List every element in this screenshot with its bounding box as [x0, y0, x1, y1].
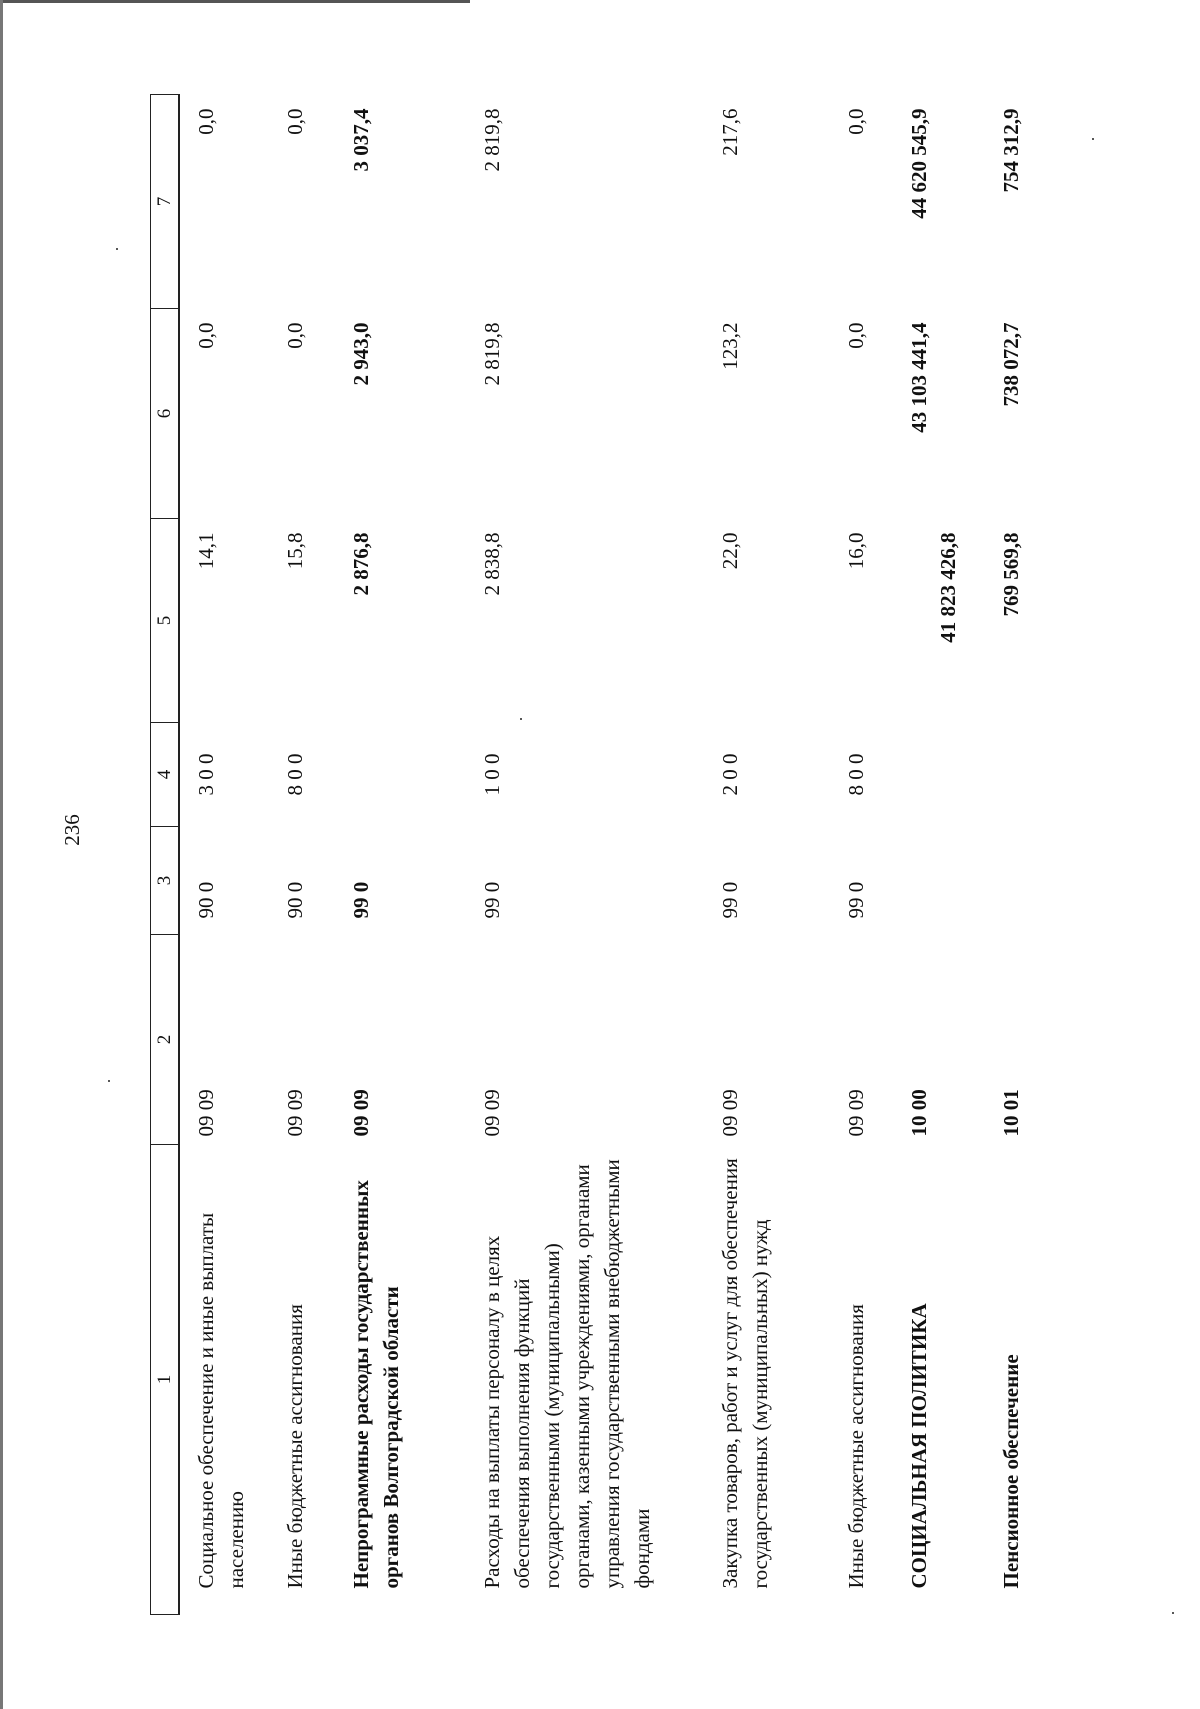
- amount-col7: 2 819,8: [480, 108, 504, 172]
- amount-col6: 0,0: [194, 322, 218, 349]
- scan-speck: [108, 1080, 110, 1082]
- amount-col7: 44 620 545,9: [907, 108, 931, 219]
- program-code: 99 0: [480, 881, 504, 919]
- expense-type-code: [335, 723, 466, 827]
- table-header-row: [151, 95, 180, 1615]
- amount-col7: 0,0: [194, 108, 218, 135]
- program-code: [985, 827, 1056, 935]
- amount-col5: 14,1: [194, 532, 218, 570]
- amount-col6: 0,0: [283, 322, 307, 349]
- amount-col6: 123,2: [718, 322, 742, 370]
- row-name: Закупка товаров, работ и услуг для обеспечения государственных (муниципальных) нужд: [718, 1158, 772, 1589]
- amount-col5: 2 876,8: [349, 532, 373, 596]
- section-code: 09 09: [349, 1089, 373, 1137]
- program-code: 99 0: [718, 881, 742, 919]
- row-name: Социальное обеспечение и иные выплаты населению: [194, 1212, 248, 1589]
- scan-edge-left: [0, 0, 3, 1709]
- amount-col7: 754 312,9: [999, 108, 1023, 193]
- section-code: 10 00: [907, 1089, 931, 1137]
- expense-type-code: [985, 723, 1056, 827]
- amount-col7: 217,6: [718, 108, 742, 156]
- amount-col5: 22,0: [718, 532, 742, 570]
- expense-type-code: [893, 723, 985, 827]
- amount-col5: 16,0: [844, 532, 868, 570]
- table-row: [466, 95, 704, 1615]
- expense-type-code: 2 0 0: [718, 753, 742, 796]
- scan-edge-top: [0, 0, 470, 3]
- program-code: [893, 827, 985, 935]
- program-code: 99 0: [349, 881, 373, 919]
- table-row: [335, 95, 466, 1615]
- row-name: Иные бюджетные ассигнования: [844, 1304, 868, 1589]
- expense-type-code: 3 0 0: [194, 753, 218, 796]
- table-row: [704, 95, 830, 1615]
- section-code: 09 09: [480, 1089, 504, 1137]
- header-cell-6: 6: [151, 309, 180, 519]
- header-cell-3: 3: [151, 827, 180, 935]
- row-name: СОЦИАЛЬНАЯ ПОЛИТИКА: [907, 1303, 931, 1589]
- row-name: Непрограммные расходы государственных органов Волгоградской области: [349, 1180, 403, 1589]
- amount-col7: 0,0: [844, 108, 868, 135]
- table-row: [893, 95, 985, 1615]
- header-cell-4: 4: [151, 723, 180, 827]
- amount-col7: 0,0: [283, 108, 307, 135]
- amount-col7: 3 037,4: [349, 108, 373, 172]
- header-cell-5: 5: [151, 519, 180, 723]
- amount-col6: 2 819,8: [480, 322, 504, 386]
- table-row: [269, 95, 335, 1615]
- section-code: 10 01: [999, 1089, 1023, 1137]
- header-cell-1: 1: [151, 1145, 180, 1615]
- amount-col6: 738 072,7: [999, 322, 1023, 407]
- section-code: 09 09: [194, 1089, 218, 1137]
- row-name: Пенсионное обеспечение: [999, 1354, 1023, 1589]
- amount-col5: 15,8: [283, 532, 307, 570]
- rotated-table-region: [60, 95, 1050, 1615]
- section-code: 09 09: [844, 1089, 868, 1137]
- amount-col6: 0,0: [844, 322, 868, 349]
- expense-type-code: 8 0 0: [844, 753, 868, 796]
- table-row: [179, 95, 269, 1615]
- amount-col5: 769 569,8: [999, 532, 1023, 617]
- program-code: 99 0: [844, 881, 868, 919]
- amount-col5: 41 823 426,8: [936, 532, 960, 643]
- row-name: Иные бюджетные ассигнования: [283, 1304, 307, 1589]
- program-code: 90 0: [283, 881, 307, 919]
- expense-type-code: 1 0 0: [480, 753, 504, 796]
- scan-speck: [116, 248, 118, 250]
- budget-table: [150, 94, 1056, 1615]
- header-cell-2: 2: [151, 935, 180, 1145]
- table-row: [830, 95, 893, 1615]
- amount-col6: 2 943,0: [349, 322, 373, 386]
- section-code: 09 09: [283, 1089, 307, 1137]
- page-number: 236: [60, 814, 84, 846]
- section-code: 09 09: [718, 1089, 742, 1137]
- scan-speck: [1092, 138, 1094, 140]
- table-row: [985, 95, 1056, 1615]
- amount-col5: 2 838,8: [480, 532, 504, 596]
- row-name: Расходы на выплаты персоналу в целях обеспечения выполнения функций государственными (муниципальными) органами, казенными учреждениями, органами управления государственными внебюджетными фондами: [480, 1159, 654, 1589]
- amount-col6: 43 103 441,4: [907, 322, 931, 433]
- program-code: 90 0: [194, 881, 218, 919]
- header-cell-7: 7: [151, 95, 180, 309]
- expense-type-code: 8 0 0: [283, 753, 307, 796]
- scan-speck: [1172, 1612, 1174, 1614]
